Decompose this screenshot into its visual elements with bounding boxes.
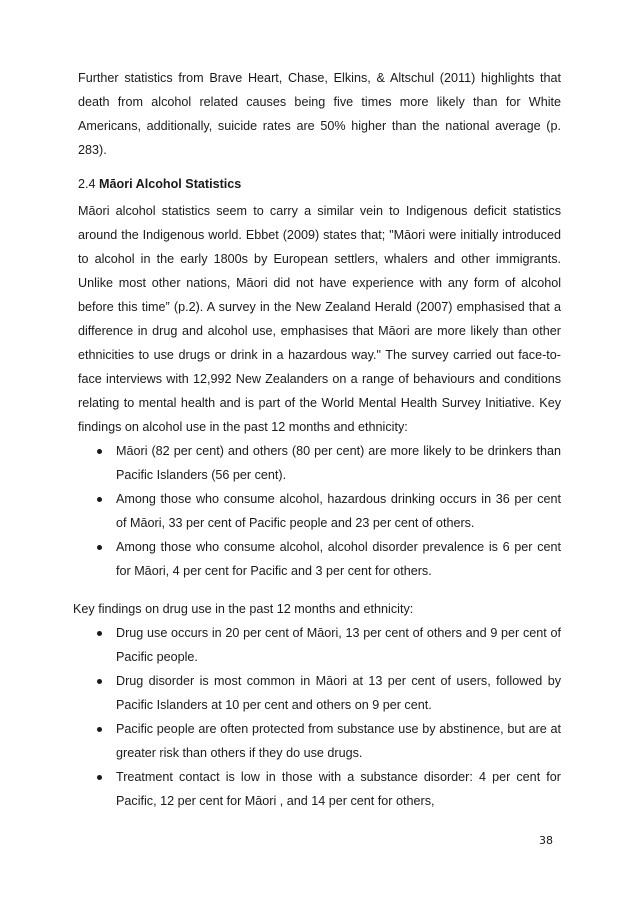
list-item <box>78 487 561 535</box>
bullet-icon <box>97 679 102 684</box>
list-item-text: Drug disorder is most common in Māori at 13 per cent of users, followed by Pacific Islanders at 10 per cent and others on 9 per cent. <box>116 674 561 712</box>
list-item <box>78 669 561 717</box>
section-title: Māori Alcohol Statistics <box>99 177 242 191</box>
drug-findings-intro: Key findings on drug use in the past 12 months and ethnicity: <box>73 602 414 616</box>
list-item-text: Among those who consume alcohol, alcohol disorder prevalence is 6 per cent for Māori, 4 per cent for Pacific and 3 per cent for others. <box>116 540 561 578</box>
list-item <box>78 765 561 813</box>
list-item-text: Drug use occurs in 20 per cent of Māori, 13 per cent of others and 9 per cent of Pacific people. <box>116 626 561 664</box>
page-content <box>73 66 561 813</box>
bullet-icon <box>97 545 102 550</box>
bullet-icon <box>97 727 102 732</box>
list-item <box>78 621 561 669</box>
list-item-text: Among those who consume alcohol, hazardous drinking occurs in 36 per cent of Māori, 33 per cent of Pacific people and 23 per cent of others. <box>116 492 561 530</box>
intro-paragraph: Further statistics from Brave Heart, Chase, Elkins, & Altschul (2011) highlights that death from alcohol related causes being five times more likely than for White Americans, additionally, suicide rates are 50% higher than the national average (p. 283). <box>78 71 561 157</box>
section-heading <box>78 172 561 196</box>
bullet-icon <box>97 775 102 780</box>
alcohol-findings-list <box>78 439 561 583</box>
bullet-icon <box>97 449 102 454</box>
drug-findings-list <box>78 621 561 813</box>
list-item-text: Treatment contact is low in those with a substance disorder: 4 per cent for Pacific, 12 per cent for Māori , and 14 per cent for others, <box>116 770 561 808</box>
list-item <box>78 439 561 487</box>
page-number: 38 <box>539 834 553 847</box>
list-item-text: Māori (82 per cent) and others (80 per cent) are more likely to be drinkers than Pacific Islanders (56 per cent). <box>116 444 561 482</box>
bullet-icon <box>97 497 102 502</box>
list-item <box>78 535 561 583</box>
main-paragraph: Māori alcohol statistics seem to carry a similar vein to Indigenous deficit statistics around the Indigenous world. Ebbet (2009) states that; "Māori were initially introduced to alcohol in the early 1800s by European settlers, whalers and other immigrants. Unlike most other nations, Māori did not have experience with any form of alcohol before this time” (p.2). A survey in the New Zealand Herald (2007) emphasised that a difference in drug and alcohol use, emphasises that Māori are more likely than other ethnicities to use drugs or drink in a hazardous way." The survey carried out face-to-face interviews with 12,992 New Zealanders on a range of behaviours and conditions relating to mental health and is part of the World Mental Health Survey Initiative. Key findings on alcohol use in the past 12 months and ethnicity: <box>78 204 561 434</box>
list-item-text: Pacific people are often protected from substance use by abstinence, but are at greater risk than others if they do use drugs. <box>116 722 561 760</box>
section-number: 2.4 <box>78 177 96 191</box>
bullet-icon <box>97 631 102 636</box>
list-item <box>78 717 561 765</box>
